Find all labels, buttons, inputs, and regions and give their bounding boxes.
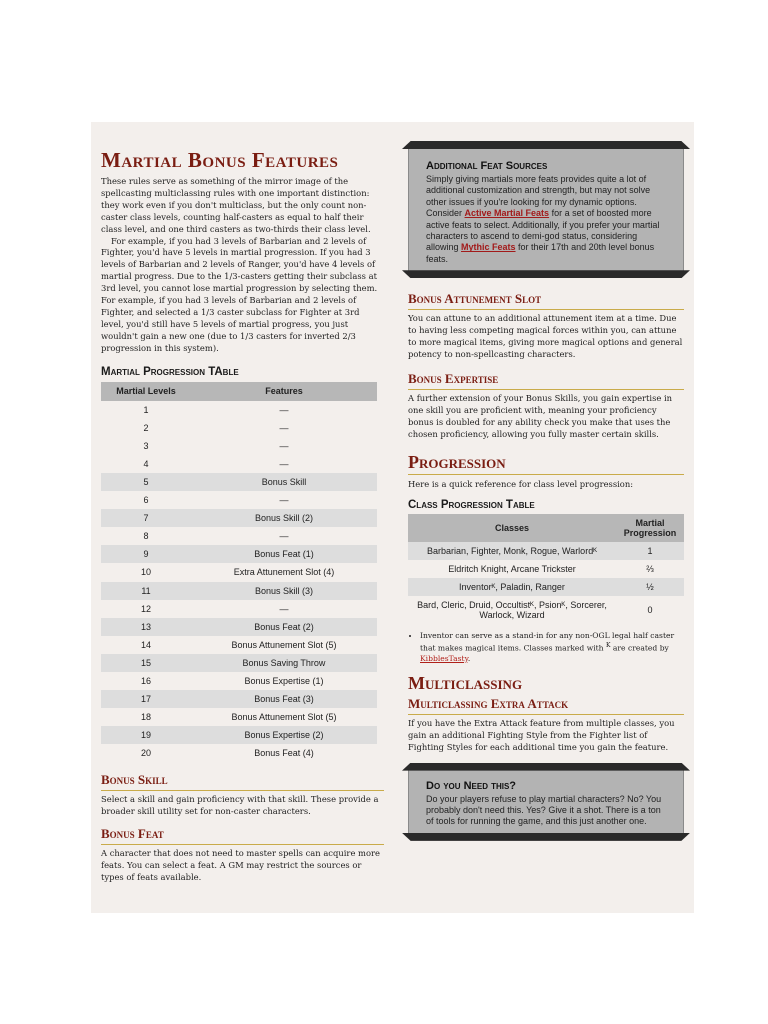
bonus-attunement-heading: Bonus Attunement Slot [408,291,684,310]
table-row [408,542,684,560]
feature-cell: Bonus Saving Throw [191,654,377,672]
level-cell: 8 [143,531,149,542]
document-page [91,122,694,913]
left-column [101,122,384,884]
table-title: Martial Progression TAble [101,365,239,378]
level-cell: 3 [143,440,149,451]
table-row [101,545,377,563]
feature-cell: Bonus Expertise (1) [244,676,324,687]
note-box-feat-sources [408,144,684,275]
note-title: Additional Feat Sources [426,160,548,172]
feature-cell: — [279,440,289,451]
progression-cell: ⅔ [646,564,654,575]
table-row [101,690,377,708]
level-cell: 10 [140,567,151,578]
table-row [101,419,377,437]
table-row [101,600,377,618]
bonus-skill-heading: Bonus Skill [101,772,384,791]
table-row [101,654,377,672]
table-row [101,726,377,744]
feature-cell: Bonus Skill (3) [191,582,377,600]
feature-cell: Extra Attunement Slot (4) [233,567,335,578]
table-row [101,563,377,581]
progression-cell: ½ [616,578,684,596]
level-cell: 5 [101,473,191,491]
feature-cell: Bonus Expertise (2) [191,726,377,744]
note-text: Do your players refuse to play martial characters? No? You probably don't need this. Yes? Give it a shot. There is a ton of tools for running the game, and this just another one. [426,793,662,827]
feature-cell: — [279,531,289,542]
footnote-item: • Inventor can serve as a stand-in for any non-OGL legal half caster that makes magical items. Classes marked with $^K$ are created by KibblesTasty. [420,631,684,664]
class-cell: Inventorᴷ, Paladin, Ranger [408,578,616,596]
footnote-list [408,631,684,664]
bonus-feat-heading: Bonus Feat [101,826,384,845]
level-cell: 12 [140,603,151,614]
feature-cell: Bonus Skill [191,473,377,491]
column-header: Martial Levels [101,382,191,401]
class-cell: Barbarian, Fighter, Monk, Rogue, Warlordᴷ [408,542,616,560]
feature-cell: Bonus Feat (4) [254,748,314,759]
level-cell: 7 [101,509,191,527]
progression-cell: 1 [616,542,684,560]
level-cell: 20 [140,748,151,759]
level-cell: 11 [101,582,191,600]
table-row [101,744,377,762]
mythic-feats-link[interactable]: Mythic Feats [461,242,516,253]
example-paragraph: For example, if you had 3 levels of Barbarian and 2 levels of Fighter, you'd have 5 levels in martial progression. If you had 3 levels of Barbarian and 2 levels of Ranger, you'd have 4 levels of martial progress. Due to the 1/3-casters getting their subclass at 3rd level, you cannot lose martial progression by selecting them. For example, if you had 3 levels of Barbarian and 2 levels of Fighter, and selected a 1/3 caster subclass for Fighter at 3rd level, you'd still have 5 levels of martial progress, you just wouldn't gain a new one (due to 1/3 casters for inverted 2/3 progression in this system). [101,235,378,353]
table-row [101,509,377,527]
feature-cell: Bonus Attunement Slot (5) [231,712,337,723]
progression-heading: Progression [408,451,684,475]
intro-paragraph: These rules serve as something of the mirror image of the spellcasting multiclassing rules with one important distinction: they work even if you don't multiclass, but the only count non-caster class levels, counting half-casters as equal to half their class level, and one third casters as two-thirds their class level. [101,176,371,234]
class-table-title: Class Progression Table [408,499,535,512]
table-row [101,618,377,636]
bonus-skill-text: Select a skill and gain proficiency with that skill. These provide a broader skill utility set for non-caster characters. [101,794,379,817]
active-martial-feats-link[interactable]: Active Martial Feats [464,208,550,219]
bonus-attunement-text: You can attune to an additional attunement item at a time. Due to having less competing magical forces within you, can attune to more magical items, giving more magical options and general potency to non-spellcasting characters. [408,313,683,359]
table-row [101,491,377,509]
level-cell: 4 [143,458,149,469]
feature-cell: Bonus Feat (3) [191,690,377,708]
multiclassing-heading: Multiclassing [408,672,523,693]
martial-progression-table [101,382,377,763]
table-row [101,708,377,726]
table-row [408,596,684,624]
column-header: Martial Progression [616,514,684,542]
note-cap [402,141,690,149]
feature-cell: — [279,495,289,506]
level-cell: 15 [101,654,191,672]
progression-text: Here is a quick reference for class level progression: [408,478,634,489]
kibblestasty-link[interactable]: KibblesTasty [420,653,468,663]
bonus-feat-text: A character that does not need to master spells can acquire more feats. You can select a feat. A GM may restrict the sources or types of feats available. [101,848,381,883]
level-cell: 14 [140,639,151,650]
feature-cell: — [279,404,289,415]
level-cell: 6 [143,495,149,506]
multiclassing-text: If you have the Extra Attack feature from multiple classes, you gain an additional Fighting Style from the Fighter list of Fighting Styles for each additional time you gain the feature. [408,717,675,752]
table-row [101,401,377,419]
level-cell: 2 [143,422,149,433]
note-title: Do you Need this? [426,779,517,792]
feature-cell: Bonus Feat (2) [191,618,377,636]
note-cap [402,833,690,841]
bonus-expertise-heading: Bonus Expertise [408,371,684,390]
feature-cell: — [279,458,289,469]
level-cell: 17 [101,690,191,708]
class-cell: Bard, Cleric, Druid, Occultistᴷ, Psionᴷ, Sorcerer, Warlock, Wizard [417,600,607,621]
note-text: Simply giving martials more feats provides quite a lot of additional customization and strength, but may not solve other issues if you're looking for my dynamic options. Consider Active Martial Feats for a set of boosted more active feats to select. Additionally, if you prefer your martial characters to ascend to demi-god status, considering allowing Mythic Feats for their 17th and 20th level bonus feats. [426,174,660,264]
table-row [408,578,684,596]
level-cell: 16 [140,676,151,687]
note-cap [402,763,690,771]
table-row [101,437,377,455]
table-row [408,560,684,578]
table-row [101,473,377,491]
feature-cell: — [279,603,289,614]
class-cell: Eldritch Knight, Arcane Trickster [448,564,576,575]
column-header: Classes [408,514,616,542]
level-cell: 19 [101,726,191,744]
level-cell: 13 [101,618,191,636]
table-row [101,582,377,600]
table-header-row [101,382,377,401]
note-cap [402,270,690,278]
bonus-expertise-text: A further extension of your Bonus Skills, you gain expertise in one skill you are proficient with, meaning your proficiency bonus is doubled for any ability check you make that uses the chosen proficiency, allowing you fully master certain skills. [408,392,673,439]
progression-cell: 0 [647,605,653,616]
column-header: Features [191,382,377,401]
level-cell: 18 [140,712,151,723]
table-row [101,672,377,690]
feature-cell: Bonus Skill (2) [191,509,377,527]
note-box-need-this [408,766,684,838]
table-header-row [408,514,684,542]
table-row [101,527,377,545]
feature-cell: Bonus Feat (1) [191,545,377,563]
feature-cell: — [279,422,289,433]
level-cell: 9 [101,545,191,563]
feature-cell: Bonus Attunement Slot (5) [231,639,337,650]
section-title: Martial Bonus Features [101,148,339,172]
table-row [101,455,377,473]
table-row [101,636,377,654]
right-column [408,122,684,838]
level-cell: 1 [143,404,149,415]
multiclassing-extra-attack-heading: Multiclassing Extra Attack [408,696,684,715]
class-progression-table [408,514,684,624]
